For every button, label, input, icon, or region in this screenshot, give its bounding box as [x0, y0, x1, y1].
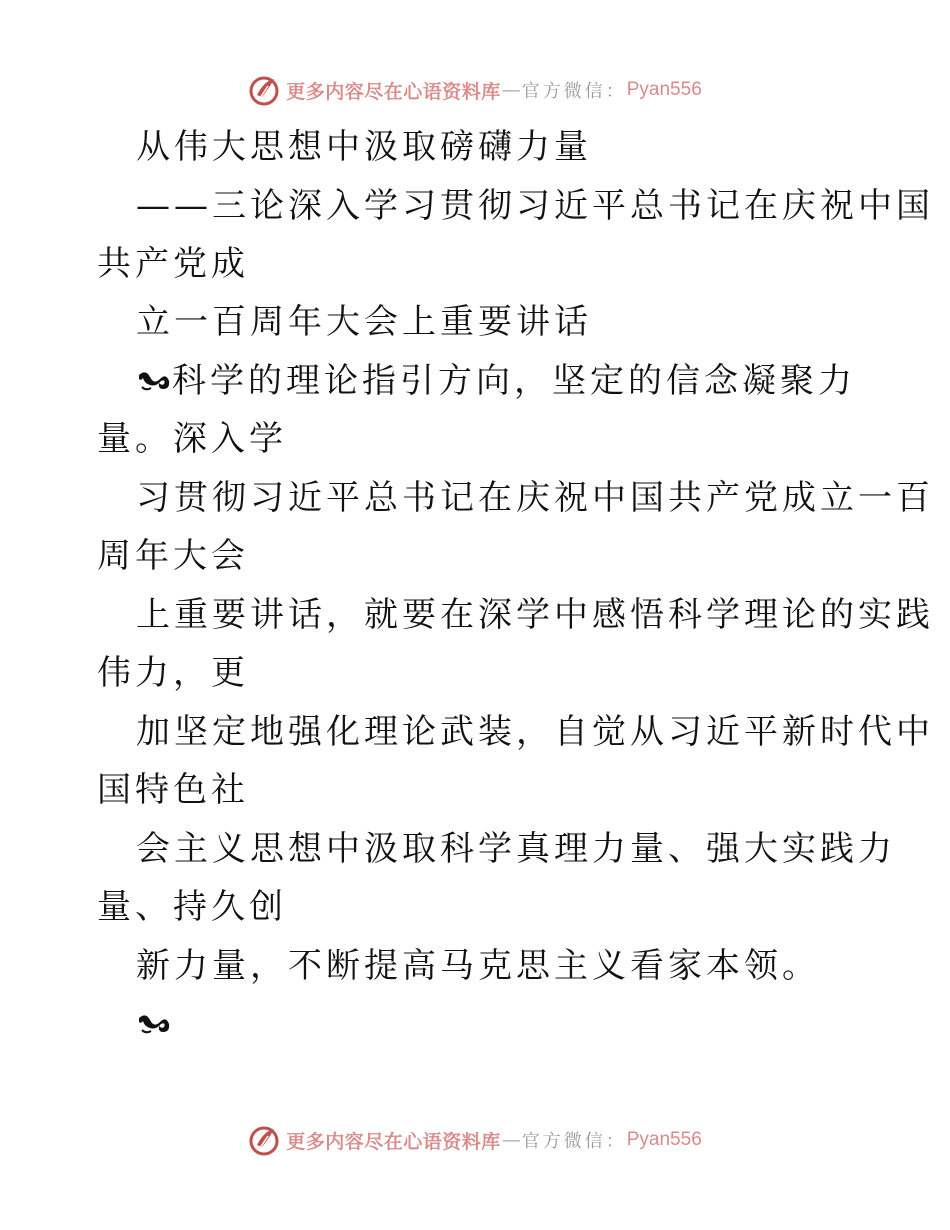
paragraph-line: 加坚定地强化理论武装，自觉从习近平新时代中 [136, 712, 934, 752]
banner-wechat-label: 官方微信： [521, 1131, 627, 1152]
banner-wechat-id: Pyan556 [626, 79, 702, 100]
pen-seal-icon [248, 1123, 282, 1157]
banner-main-text: 更多内容尽在心语资料库 [286, 80, 501, 103]
paragraph-line: 伟力，更 [97, 653, 249, 693]
banner-dash: — [501, 1129, 521, 1151]
fleuron-ornament-icon [136, 367, 172, 395]
paragraph-line: 习贯彻习近平总书记在庆祝中国共产党成立一百 [136, 478, 934, 518]
ornament-line [136, 1004, 172, 1044]
document-subtitle-line-2: 共产党成 [97, 244, 249, 284]
document-title: 从伟大思想中汲取磅礴力量 [136, 127, 592, 167]
document-subtitle-line-1: ——三论深入学习贯彻习近平总书记在庆祝中国 [136, 186, 934, 226]
paragraph-line: 会主义思想中汲取科学真理力量、强大实践力 [136, 829, 896, 869]
paragraph-line: 新力量，不断提高马克思主义看家本领。 [136, 946, 820, 986]
paragraph-line: 周年大会 [97, 536, 249, 576]
footer-banner [0, 1122, 950, 1158]
fleuron-ornament-icon [136, 1010, 172, 1038]
paragraph-line: 国特色社 [97, 770, 249, 810]
paragraph-line: 量、持久创 [97, 887, 287, 927]
banner-wechat-id: Pyan556 [626, 1129, 702, 1150]
banner-wechat-label: 官方微信： [521, 81, 627, 102]
paragraph-text: 科学的理论指引方向，坚定的信念凝聚力 [172, 361, 856, 401]
header-banner [0, 72, 950, 108]
banner-dash: — [501, 79, 521, 101]
header-banner-inner [248, 73, 702, 107]
document-subtitle-line-3: 立一百周年大会上重要讲话 [136, 302, 592, 342]
footer-banner-inner [248, 1123, 702, 1157]
banner-main-text: 更多内容尽在心语资料库 [286, 1130, 501, 1153]
paragraph-line: 上重要讲话，就要在深学中感悟科学理论的实践 [136, 595, 934, 635]
paragraph-line [136, 361, 856, 401]
paragraph-line: 量。深入学 [97, 419, 287, 459]
pen-seal-icon [248, 73, 282, 107]
